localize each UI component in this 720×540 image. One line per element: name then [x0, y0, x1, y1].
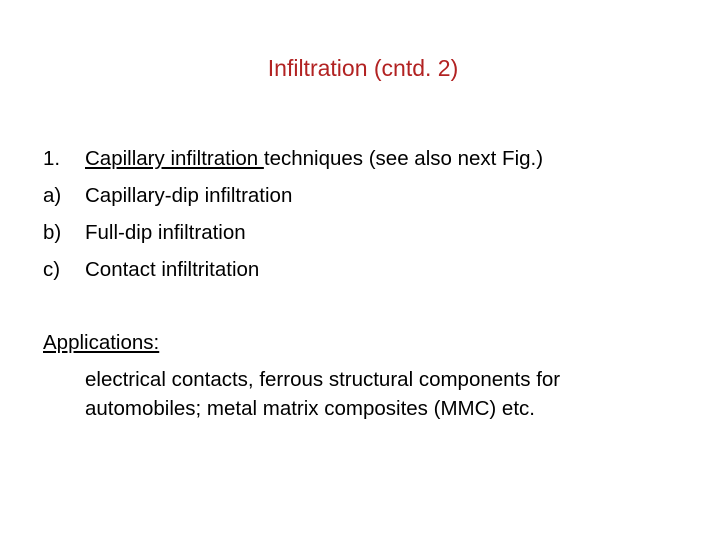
- list-item-text: Contact infiltritation: [85, 258, 260, 281]
- underlined-term: Capillary infiltration: [85, 147, 264, 170]
- list-item: [43, 180, 543, 217]
- list-marker: c): [43, 258, 61, 281]
- applications-line: automobiles; metal matrix composites (MMC) etc.: [85, 397, 535, 420]
- list-marker: b): [43, 221, 62, 244]
- list-item-text: Capillary-dip infiltration: [85, 184, 293, 207]
- list-item: [43, 143, 543, 180]
- applications-line: electrical contacts, ferrous structural components for: [85, 368, 561, 391]
- list-item: [43, 254, 543, 291]
- list-marker: a): [43, 184, 62, 207]
- list-item-text: Full-dip infiltration: [85, 221, 246, 244]
- applications-heading: Applications:: [43, 331, 160, 354]
- applications-body: [85, 365, 685, 423]
- technique-list: [43, 143, 543, 291]
- list-item: [43, 217, 543, 254]
- list-item-text: techniques (see also next Fig.): [263, 147, 544, 170]
- slide-title: Infiltration (cntd. 2): [267, 55, 459, 81]
- list-marker: 1.: [43, 147, 61, 170]
